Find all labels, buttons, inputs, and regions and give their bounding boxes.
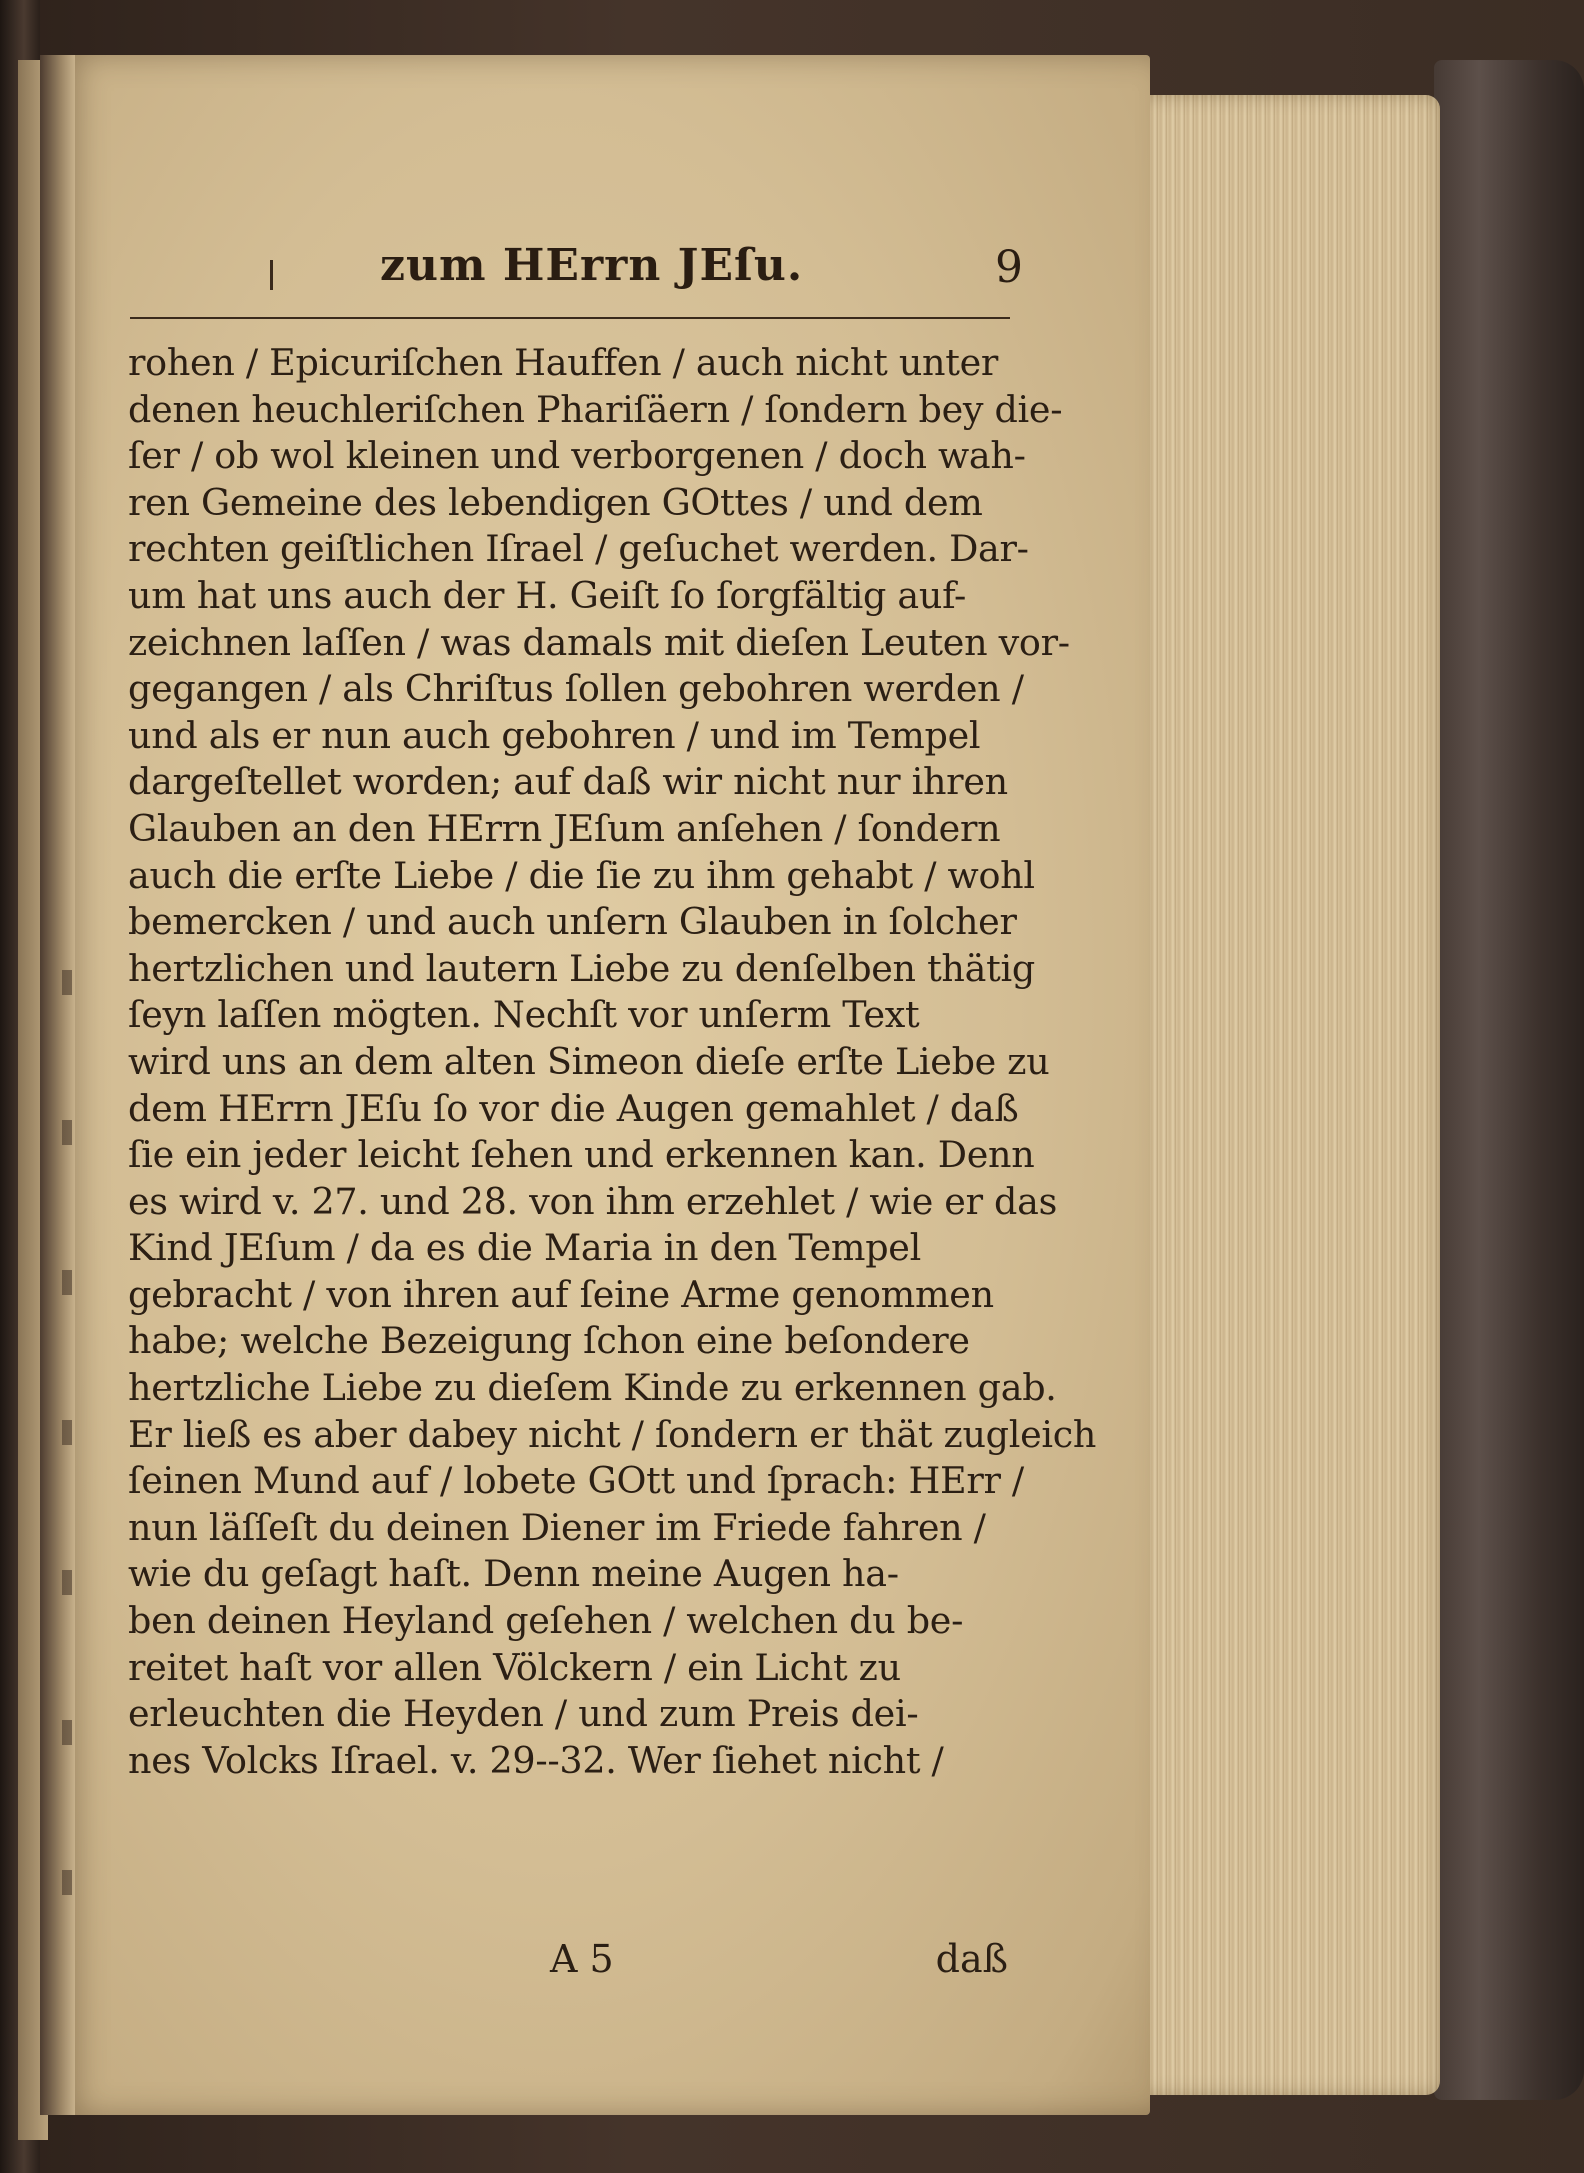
- page-footer: [128, 1937, 1028, 1993]
- signature-mark: A 5: [550, 1937, 614, 1981]
- text-line: Glauben an den HErrn JEſum anſehen / ſondern: [128, 806, 1001, 850]
- text-line: auch die erſte Liebe / die ſie zu ihm gehabt / wohl: [128, 853, 1035, 897]
- text-line: dem HErrn JEſu ſo vor die Augen gemahlet / daß: [128, 1086, 1019, 1130]
- text-line: gebracht / von ihren auf ſeine Arme genommen: [128, 1272, 994, 1316]
- book-page: [60, 55, 1150, 2115]
- text-line: hertzliche Liebe zu dieſem Kinde zu erkennen gab.: [128, 1366, 1057, 1410]
- page-block-fore-edge: [1140, 95, 1440, 2095]
- text-line: ren Gemeine des lebendigen GOttes / und dem: [128, 480, 983, 524]
- head-tick-mark: [270, 260, 273, 290]
- text-line: rechten geiſtlichen Iſrael / geſuchet werden. Dar-: [128, 527, 1029, 571]
- text-line: und als er nun auch gebohren / und im Tempel: [128, 713, 981, 757]
- body-text: [128, 340, 1097, 1784]
- text-line: ſeinen Mund auf / lobete GOtt und ſprach: HErr /: [128, 1459, 1024, 1503]
- text-line: nun läſſeſt du deinen Diener im Friede fahren /: [128, 1505, 986, 1549]
- text-line: zeichnen laſſen / was damals mit dieſen Leuten vor-: [128, 620, 1070, 664]
- text-line: ſeyn laſſen mögten. Nechſt vor unſerm Text: [128, 993, 920, 1037]
- text-line: ſie ein jeder leicht ſehen und erkennen kan. Denn: [128, 1133, 1035, 1177]
- text-line: bemercken / und auch unſern Glauben in ſolcher: [128, 900, 1017, 944]
- text-line: gegangen / als Chriſtus ſollen gebohren werden /: [128, 667, 1024, 711]
- text-line: habe; welche Bezeigung ſchon eine beſondere: [128, 1319, 970, 1363]
- text-line: erleuchten die Heyden / und zum Preis dei-: [128, 1692, 919, 1736]
- running-head-title: zum HErrn JEſu.: [380, 240, 804, 291]
- text-line: Kind JEſum / da es die Maria in den Tempel: [128, 1226, 921, 1270]
- book-cover-right: [1434, 60, 1584, 2100]
- text-line: ſer / ob wol kleinen und verborgenen / doch wah-: [128, 434, 1026, 478]
- text-line: denen heuchleriſchen Phariſäern / ſondern bey die-: [128, 387, 1063, 431]
- text-line: nes Volcks Iſrael. v. 29--32. Wer ſiehet nicht /: [128, 1738, 944, 1782]
- text-line: rohen / Epicuriſchen Hauffen / auch nicht unter: [128, 341, 999, 384]
- text-line: um hat uns auch der H. Geiſt ſo ſorgfältig auf-: [128, 573, 967, 617]
- text-line: es wird v. 27. und 28. von ihm erzehlet / wie er das: [128, 1179, 1057, 1223]
- running-head: [160, 240, 1040, 315]
- text-line: wird uns an dem alten Simeon dieſe erſte Liebe zu: [128, 1039, 1050, 1083]
- head-rule: [130, 317, 1010, 319]
- page-number: 9: [995, 242, 1023, 293]
- catchword: daß: [935, 1937, 1008, 1981]
- text-line: hertzlichen und lautern Liebe zu denſelben thätig: [128, 946, 1035, 990]
- text-line: dargeſtellet worden; auf daß wir nicht nur ihren: [128, 760, 1008, 804]
- margin-marks: [62, 900, 72, 1900]
- text-line: reitet haſt vor allen Völckern / ein Licht zu: [128, 1645, 901, 1689]
- text-line: ben deinen Heyland geſehen / welchen du be-: [128, 1599, 964, 1643]
- text-line: Er ließ es aber dabey nicht / ſondern er thät zugleich: [128, 1412, 1097, 1456]
- text-line: wie du geſagt haſt. Denn meine Augen ha-: [128, 1552, 899, 1596]
